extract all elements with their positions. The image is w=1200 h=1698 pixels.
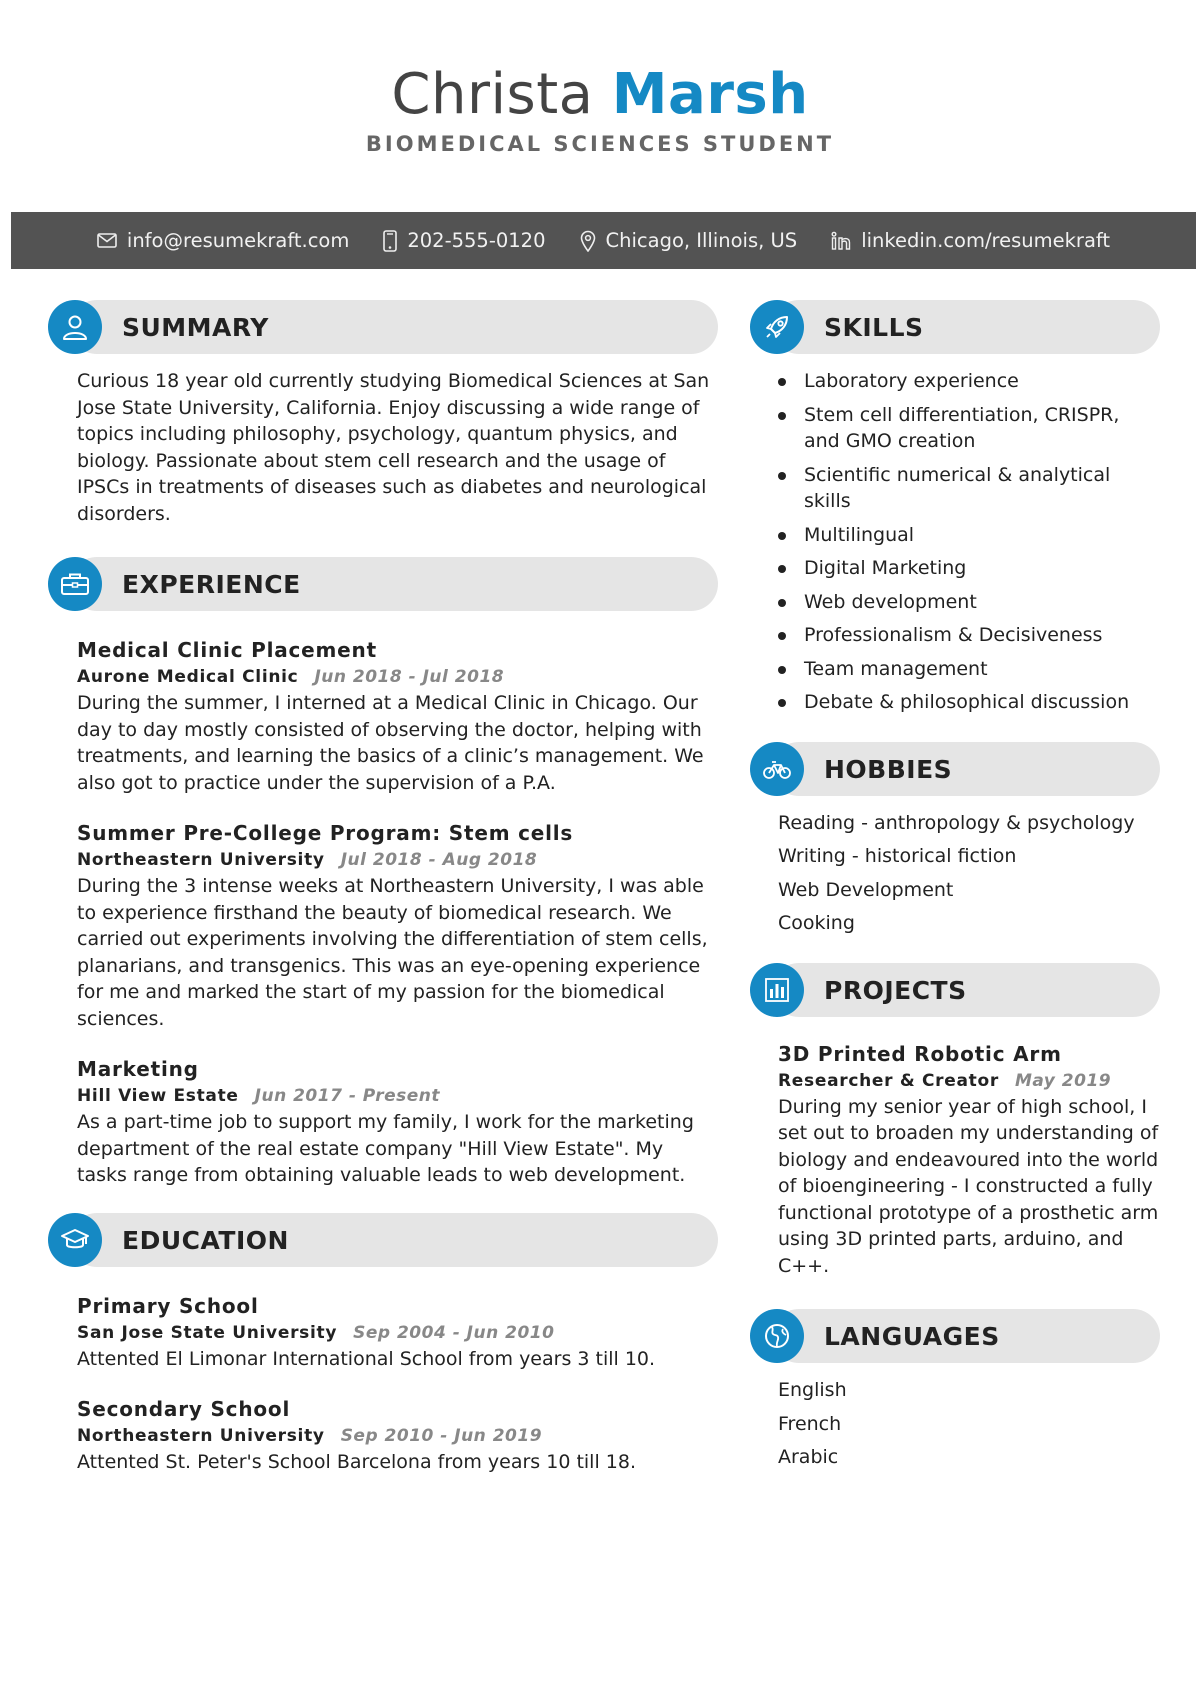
last-name: Marsh bbox=[611, 62, 809, 127]
summary-text: Curious 18 year old currently studying Biomedical Sciences at San Jose State University, California. Enjoy discussing a wide range of topics including philosophy, psychology, quantum physics, and biology. Passionate about stem cell research and the usage of IPSCs in treatments of diseases such as diabetes and neurological disorders. bbox=[77, 370, 710, 525]
contact-phone[interactable] bbox=[383, 229, 545, 252]
contact-location[interactable] bbox=[580, 229, 798, 252]
entry-org: Researcher & Creator bbox=[778, 1070, 999, 1091]
skills-section bbox=[750, 300, 1160, 716]
location-text: Chicago, Illinois, US bbox=[605, 229, 798, 252]
list-item: French bbox=[778, 1412, 842, 1435]
entry-date: Jun 2017 - Present bbox=[254, 1086, 441, 1106]
hobbies-heading bbox=[750, 742, 1160, 796]
summary-heading bbox=[48, 300, 718, 354]
phone-icon bbox=[383, 230, 397, 252]
experience-entry bbox=[77, 637, 718, 796]
email-text: info@resumekraft.com bbox=[126, 229, 350, 252]
list-item: Stem cell differentiation, CRISPR, and GMO creation bbox=[778, 402, 1160, 455]
section-title: HOBBIES bbox=[824, 754, 953, 784]
entry-subtitle bbox=[77, 1423, 718, 1449]
contact-email[interactable] bbox=[97, 229, 349, 252]
list-item: Reading - anthropology & psychology bbox=[778, 811, 1135, 834]
section-icon-circle bbox=[750, 1309, 804, 1363]
section-icon-circle bbox=[750, 742, 804, 796]
list-item: Scientific numerical & analytical skills bbox=[778, 462, 1160, 515]
linkedin-icon bbox=[831, 231, 851, 251]
entry-org: Aurone Medical Clinic bbox=[77, 667, 299, 687]
list-item: Professionalism & Decisiveness bbox=[778, 622, 1160, 649]
skills-list bbox=[750, 368, 1160, 716]
education-entry bbox=[77, 1293, 718, 1373]
list-item: Digital Marketing bbox=[778, 555, 1160, 582]
entry-title: 3D Printed Robotic Arm bbox=[778, 1041, 1062, 1066]
list-item: Team management bbox=[778, 656, 1160, 683]
bicycle-icon bbox=[762, 758, 792, 780]
right-column bbox=[750, 300, 1160, 1478]
map-pin-icon bbox=[580, 230, 596, 252]
linkedin-text: linkedin.com/resumekraft bbox=[861, 229, 1111, 252]
entry-subtitle bbox=[77, 1320, 718, 1346]
entry-description: Attented El Limonar International School from years 3 till 10. bbox=[77, 1347, 656, 1370]
skills-heading bbox=[750, 300, 1160, 354]
entry-org: Northeastern University bbox=[77, 850, 325, 870]
entry-org: San Jose State University bbox=[77, 1322, 338, 1343]
section-icon-circle bbox=[48, 557, 102, 611]
section-title: EXPERIENCE bbox=[122, 570, 301, 599]
list-item: Arabic bbox=[778, 1446, 839, 1468]
entry-title: Summer Pre-College Program: Stem cells bbox=[77, 821, 574, 845]
languages-list bbox=[750, 1377, 1160, 1471]
hobbies-section bbox=[750, 742, 1160, 937]
entry-subtitle bbox=[77, 1083, 718, 1109]
projects-section bbox=[750, 963, 1160, 1280]
first-name: Christa bbox=[391, 62, 594, 127]
entry-date: Sep 2010 - Jun 2019 bbox=[340, 1426, 543, 1446]
graduation-cap-icon bbox=[60, 1227, 90, 1253]
section-title: SUMMARY bbox=[122, 313, 269, 342]
list-item: English bbox=[778, 1379, 847, 1401]
left-column bbox=[48, 300, 718, 1500]
experience-entry bbox=[77, 1056, 718, 1189]
hobbies-list bbox=[750, 810, 1160, 937]
bar-chart-icon bbox=[764, 977, 790, 1003]
languages-heading bbox=[750, 1309, 1160, 1363]
briefcase-icon bbox=[60, 571, 90, 597]
section-icon-circle bbox=[48, 300, 102, 354]
job-title: BIOMEDICAL SCIENCES STUDENT bbox=[365, 132, 835, 156]
candidate-name bbox=[0, 62, 1200, 128]
experience-entry bbox=[77, 820, 718, 1032]
entry-title: Medical Clinic Placement bbox=[77, 638, 377, 662]
entry-subtitle bbox=[778, 1068, 1160, 1094]
globe-icon bbox=[763, 1322, 791, 1350]
entry-description: Attented St. Peter's School Barcelona from years 10 till 18. bbox=[77, 1451, 636, 1473]
entry-description: During my senior year of high school, I set out to broaden my understanding of biology and endeavoured into the world of bioengineering - I constructed a fully functional prototype of a prosthetic arm using 3D printed parts, arduino, and C++. bbox=[778, 1095, 1159, 1277]
languages-section bbox=[750, 1309, 1160, 1471]
education-entry bbox=[77, 1396, 718, 1476]
entry-date: Sep 2004 - Jun 2010 bbox=[353, 1322, 555, 1343]
section-icon-circle bbox=[48, 1213, 102, 1267]
list-item: Cooking bbox=[778, 912, 855, 934]
list-item: Multilingual bbox=[778, 522, 1160, 549]
resume-header bbox=[0, 0, 1200, 156]
entry-date: May 2019 bbox=[1014, 1070, 1112, 1091]
experience-section bbox=[48, 557, 718, 1189]
entry-subtitle bbox=[77, 664, 718, 690]
entry-title: Secondary School bbox=[77, 1397, 291, 1421]
section-title: SKILLS bbox=[824, 313, 924, 342]
entry-org: Northeastern University bbox=[77, 1426, 325, 1446]
user-icon bbox=[61, 313, 89, 341]
section-title: PROJECTS bbox=[824, 975, 967, 1005]
entry-date: Jun 2018 - Jul 2018 bbox=[314, 667, 505, 687]
projects-heading bbox=[750, 963, 1160, 1017]
section-icon-circle bbox=[750, 300, 804, 354]
rocket-icon bbox=[763, 313, 791, 341]
experience-heading bbox=[48, 557, 718, 611]
entry-description: As a part-time job to support my family, I work for the marketing department of the real estate company "Hill View Estate". My tasks range from obtaining valuable leads to web development. bbox=[77, 1111, 694, 1186]
entry-org: Hill View Estate bbox=[77, 1086, 239, 1106]
list-item: Laboratory experience bbox=[778, 368, 1160, 395]
phone-text: 202-555-0120 bbox=[407, 229, 546, 252]
list-item: Debate & philosophical discussion bbox=[778, 689, 1160, 716]
entry-subtitle bbox=[77, 847, 718, 873]
entry-description: During the 3 intense weeks at Northeastern University, I was able to experience firsthand the beauty of biomedical research. We carried out experiments involving the differentiation of stem cells, planarians, and transgenics. This was an eye-opening experience for me and marked the start of my passion for the biomedical sciences. bbox=[77, 875, 708, 1030]
section-title: LANGUAGES bbox=[824, 1322, 1000, 1351]
entry-date: Jul 2018 - Aug 2018 bbox=[340, 850, 538, 870]
entry-description: During the summer, I interned at a Medical Clinic in Chicago. Our day to day mostly consisted of observing the doctor, helping with treatments, and learning the basics of a clinic’s management. We also got to practice under the supervision of a P.A. bbox=[77, 692, 704, 794]
section-title: EDUCATION bbox=[122, 1225, 289, 1255]
project-entry bbox=[778, 1041, 1160, 1280]
contact-bar bbox=[11, 212, 1196, 269]
list-item: Web Development bbox=[778, 878, 954, 901]
education-section bbox=[48, 1213, 718, 1476]
entry-title: Marketing bbox=[77, 1057, 199, 1081]
envelope-icon bbox=[97, 233, 117, 248]
summary-section bbox=[48, 300, 718, 527]
contact-linkedin[interactable] bbox=[831, 229, 1110, 252]
list-item: Web development bbox=[778, 589, 1160, 616]
list-item: Writing - historical fiction bbox=[778, 845, 1017, 867]
section-icon-circle bbox=[750, 963, 804, 1017]
education-heading bbox=[48, 1213, 718, 1267]
entry-title: Primary School bbox=[77, 1293, 259, 1318]
